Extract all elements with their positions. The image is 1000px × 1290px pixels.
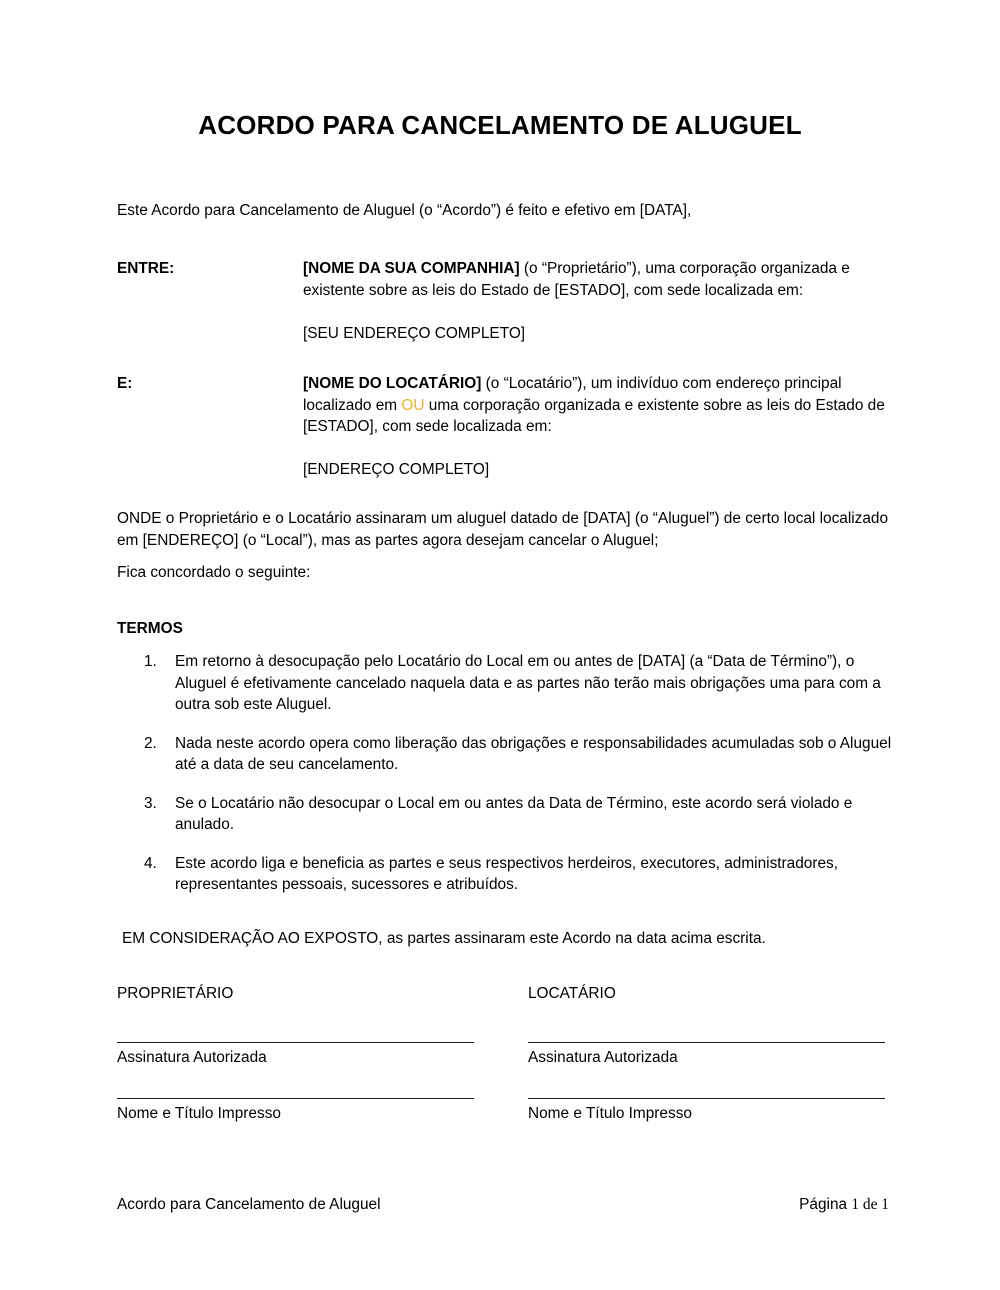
party-landlord-address: [SEU ENDEREÇO COMPLETO] xyxy=(303,324,526,342)
list-item-text: Nada neste acordo opera como liberação das obrigações e responsabilidades acumuladas sob o Aluguel até a data de seu cancelamento. xyxy=(175,734,892,773)
footer-page-numbering: 1 de 1 xyxy=(851,1196,889,1213)
party-landlord-name: [NOME DA SUA COMPANHIA] xyxy=(303,260,520,277)
recital-where: ONDE o Proprietário e o Locatário assinaram um aluguel datado de [DATA] (o “Aluguel”) de certo local localizado em [ENDEREÇO] (o “Local”), mas as partes agora desejam cancelar o Aluguel; xyxy=(117,510,889,549)
signature-caption: Nome e Título Impresso xyxy=(117,1105,281,1122)
terms-list xyxy=(117,651,897,913)
list-item-text: Este acordo liga e beneficia as partes e seus respectivos herdeiros, executores, administradores, representantes pessoais, sucessores e atribuídos. xyxy=(175,854,838,893)
list-item-number: 1. xyxy=(144,653,157,670)
list-item xyxy=(117,733,897,776)
party-tenant-label: E: xyxy=(117,375,133,392)
party-tenant-or-highlight: OU xyxy=(401,396,425,414)
party-tenant-body xyxy=(303,373,892,481)
terms-heading: TERMOS xyxy=(117,620,183,637)
signature-field-tenant-signature[interactable] xyxy=(528,1042,885,1069)
signature-rule xyxy=(117,1098,474,1099)
list-item xyxy=(117,651,897,716)
page-title: ACORDO PARA CANCELAMENTO DE ALUGUEL xyxy=(198,110,802,140)
signature-heading-tenant: LOCATÁRIO xyxy=(528,985,616,1002)
list-item-text: Se o Locatário não desocupar o Local em ou antes da Data de Término, este acordo será violado e anulado. xyxy=(175,794,853,833)
signature-rule xyxy=(117,1042,474,1043)
signature-field-landlord-signature[interactable] xyxy=(117,1042,474,1069)
party-tenant-description-line xyxy=(303,373,892,438)
party-tenant-name: [NOME DO LOCATÁRIO] xyxy=(303,375,482,392)
signature-caption: Assinatura Autorizada xyxy=(528,1049,678,1066)
signature-heading-landlord: PROPRIETÁRIO xyxy=(117,985,234,1002)
footer-document-name: Acordo para Cancelamento de Aluguel xyxy=(117,1196,381,1213)
intro-paragraph: Este Acordo para Cancelamento de Aluguel (o “Acordo”) é feito e efetivo em [DATA], xyxy=(117,202,692,219)
closing-statement: EM CONSIDERAÇÃO AO EXPOSTO, as partes assinaram este Acordo na data acima escrita. xyxy=(122,930,766,947)
list-item xyxy=(117,793,897,836)
list-item-number: 2. xyxy=(144,734,157,752)
party-tenant-description-after: uma corporação organizada e existente sobre as leis do Estado de [ESTADO], com sede localizada em: xyxy=(303,396,885,435)
party-tenant-address: [ENDEREÇO COMPLETO] xyxy=(303,461,490,478)
party-tenant-description-before: (o “Locatário”), um indivíduo com endereço principal localizado em xyxy=(303,375,842,414)
party-landlord-body xyxy=(303,258,892,344)
list-item-number: 3. xyxy=(144,794,157,812)
party-tenant-row xyxy=(117,373,892,481)
page-footer xyxy=(117,1194,889,1216)
list-item xyxy=(117,853,897,896)
signature-rule xyxy=(528,1042,885,1043)
signature-field-tenant-printed-name[interactable] xyxy=(528,1098,885,1125)
party-landlord-description-line xyxy=(303,258,892,301)
party-landlord-row xyxy=(117,258,892,344)
list-item-text: Em retorno à desocupação pelo Locatário do Local em ou antes de [DATA] (a “Data de Término”), o Aluguel é efetivamente cancelado naquela data e as partes não terão mais obrigações uma para com a outra sob este Aluguel. xyxy=(175,653,881,713)
recital-agreed: Fica concordado o seguinte: xyxy=(117,564,311,581)
party-landlord-description: (o “Proprietário”), uma corporação organizada e existente sobre as leis do Estado de [ESTADO], com sede localizada em: xyxy=(303,260,850,299)
signature-field-landlord-printed-name[interactable] xyxy=(117,1098,474,1125)
party-landlord-label: ENTRE: xyxy=(117,260,175,277)
footer-page-label: Página xyxy=(799,1196,848,1213)
list-item-number: 4. xyxy=(144,854,157,872)
footer-page-number xyxy=(799,1194,889,1216)
signature-rule xyxy=(528,1098,885,1099)
signature-caption: Assinatura Autorizada xyxy=(117,1049,267,1066)
signature-caption: Nome e Título Impresso xyxy=(528,1105,692,1122)
